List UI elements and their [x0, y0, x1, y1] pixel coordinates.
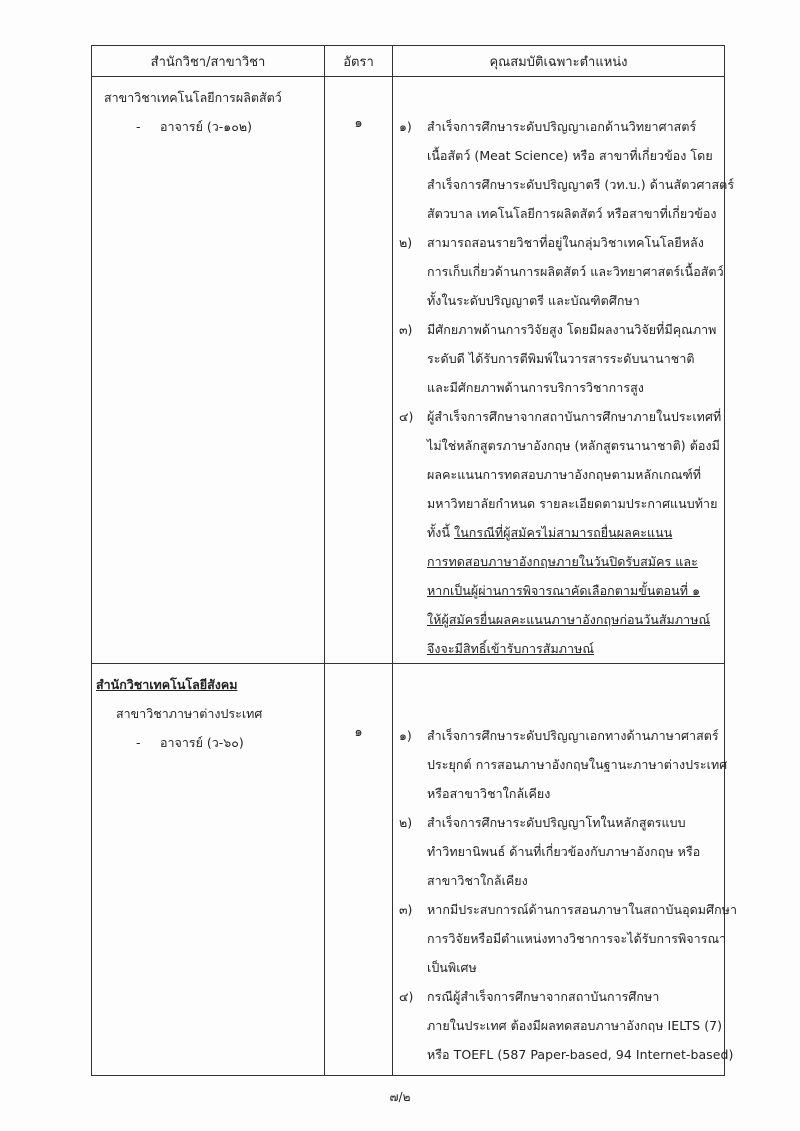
table-row	[92, 664, 725, 1076]
page-number: ๗/๒	[389, 1090, 411, 1104]
qualifications-cell	[393, 664, 738, 1076]
item-line: ผู้สำเร็จการศึกษาจากสถาบันการศึกษาภายในประเทศที่	[427, 409, 722, 424]
qualification-item	[399, 228, 724, 315]
qualification-item	[399, 808, 724, 895]
item-line: ทั้งนี้ ในกรณีที่ผู้สมัครไม่สามารถยื่นผลคะแนน	[427, 525, 673, 540]
item-line: และมีศักยภาพด้านการบริการวิชาการสูง	[427, 380, 644, 395]
item-line: การวิจัยหรือมีตำแหน่งทางวิชาการจะได้รับการพิจารณา	[427, 931, 727, 946]
rate-cell	[325, 664, 393, 1076]
item-line: หากมีประสบการณ์ด้านการสอนภาษาในสถาบันอุดมศึกษา	[427, 902, 738, 917]
item-line: ทั้งในระดับปริญญาตรี และบัณฑิตศึกษา	[427, 293, 640, 308]
item-number: ๑)	[399, 119, 412, 134]
rate-value: ๑	[354, 116, 363, 131]
office-field-cell	[92, 77, 325, 664]
qualification-table	[91, 45, 738, 1076]
item-line: เป็นพิเศษ	[427, 960, 477, 975]
qualifications-cell	[393, 77, 735, 664]
item-line: หากเป็นผู้ผ่านการพิจารณาคัดเลือกตามขั้นตอนที่ ๑	[427, 583, 701, 598]
item-line: ให้ผู้สมัครยื่นผลคะแนนภาษาอังกฤษก่อนวันสัมภาษณ์	[427, 612, 711, 627]
item-line-prefix: ทั้งนี้	[427, 525, 455, 540]
item-number: ๔)	[399, 409, 414, 424]
qualification-item	[399, 315, 724, 402]
item-line: สัตวบาล เทคโนโลยีการผลิตสัตว์ หรือสาขาที่เกี่ยวข้อง	[427, 206, 717, 221]
item-number: ๓)	[399, 902, 413, 917]
rate-value: ๑	[354, 725, 363, 740]
field-name: สาขาวิชาภาษาต่างประเทศ	[116, 706, 263, 721]
dash-marker: -	[136, 735, 141, 750]
qualification-item	[399, 982, 734, 1069]
header-office-field: สำนักวิชา/สาขาวิชา	[92, 46, 325, 77]
item-line: สาขาวิชาใกล้เคียง	[427, 873, 528, 888]
item-line: มหาวิทยาลัยกำหนด รายละเอียดตามประกาศแนบท้าย	[427, 496, 718, 511]
qualification-item	[399, 721, 728, 808]
item-line: ไม่ใช่หลักสูตรภาษาอังกฤษ (หลักสูตรนานาชาติ) ต้องมี	[427, 438, 720, 453]
office-field-cell	[92, 664, 325, 1076]
item-line: กรณีผู้สำเร็จการศึกษาจากสถาบันการศึกษา	[427, 989, 660, 1004]
item-line: สำเร็จการศึกษาระดับปริญญาเอกด้านวิทยาศาสตร์	[427, 119, 697, 134]
dash-marker: -	[136, 119, 141, 134]
item-line: หรือสาขาวิชาใกล้เคียง	[427, 786, 551, 801]
item-line: ภายในประเทศ ต้องมีผลทดสอบภาษาอังกฤษ IELTS (7)	[427, 1018, 723, 1033]
header-qualifications: คุณสมบัติเฉพาะตำแหน่ง	[393, 46, 725, 77]
item-line: สำเร็จการศึกษาระดับปริญญาโทในหลักสูตรแบบ	[427, 815, 686, 830]
item-line: เนื้อสัตว์ (Meat Science) หรือ สาขาที่เกี่ยวข้อง โดย	[427, 148, 713, 163]
position-name: - อาจารย์ (ว-๑๐๒)	[104, 112, 324, 141]
item-number: ๒)	[399, 815, 413, 830]
item-line: สำเร็จการศึกษาระดับปริญญาตรี (วท.บ.) ด้านสัตวศาสตร์	[427, 177, 735, 192]
header-rate: อัตรา	[325, 46, 393, 77]
table-header-row	[92, 46, 725, 77]
qualification-item	[399, 518, 724, 663]
qualification-item	[399, 895, 738, 982]
item-line: มีศักยภาพด้านการวิจัยสูง โดยมีผลงานวิจัยที่มีคุณภาพ	[427, 322, 717, 337]
item-line: การทดสอบภาษาอังกฤษภายในวันปิดรับสมัคร และ	[427, 554, 698, 569]
item-number: ๑)	[399, 728, 412, 743]
item-line: ผลคะแนนการทดสอบภาษาอังกฤษตามหลักเกณฑ์ที่	[427, 467, 702, 482]
item-line: สำเร็จการศึกษาระดับปริญญาเอกทางด้านภาษาศาสตร์	[427, 728, 719, 743]
item-line: จึงจะมีสิทธิ์เข้ารับการสัมภาษณ์	[427, 641, 595, 656]
item-line: ระดับดี ได้รับการตีพิมพ์ในวารสารระดับนานาชาติ	[427, 351, 695, 366]
position-name: - อาจารย์ (ว-๖๐)	[104, 728, 324, 757]
item-line: การเก็บเกี่ยวด้านการผลิตสัตว์ และวิทยาศาสตร์เนื้อสัตว์	[427, 264, 724, 279]
qualifications-list	[393, 77, 735, 663]
item-line: สามารถสอนรายวิชาที่อยู่ในกลุ่มวิชาเทคโนโลยีหลัง	[427, 235, 704, 250]
qualification-item	[399, 112, 735, 228]
qualification-item	[399, 402, 724, 518]
item-number: ๔)	[399, 989, 414, 1004]
field-name: สาขาวิชาเทคโนโลยีการผลิตสัตว์	[104, 90, 282, 105]
item-line: ทำวิทยานิพนธ์ ด้านที่เกี่ยวข้องกับภาษาอังกฤษ หรือ	[427, 844, 701, 859]
qualifications-list	[393, 664, 738, 1069]
item-line: ประยุกต์ การสอนภาษาอังกฤษในฐานะภาษาต่างประเทศ	[427, 757, 728, 772]
rate-cell	[325, 77, 393, 664]
office-name: สำนักวิชาเทคโนโลยีสังคม	[96, 677, 238, 692]
item-number: ๒)	[399, 235, 413, 250]
item-number: ๓)	[399, 322, 413, 337]
table-row	[92, 77, 725, 664]
item-line: หรือ TOEFL (587 Paper-based, 94 Internet-based)	[427, 1047, 734, 1062]
